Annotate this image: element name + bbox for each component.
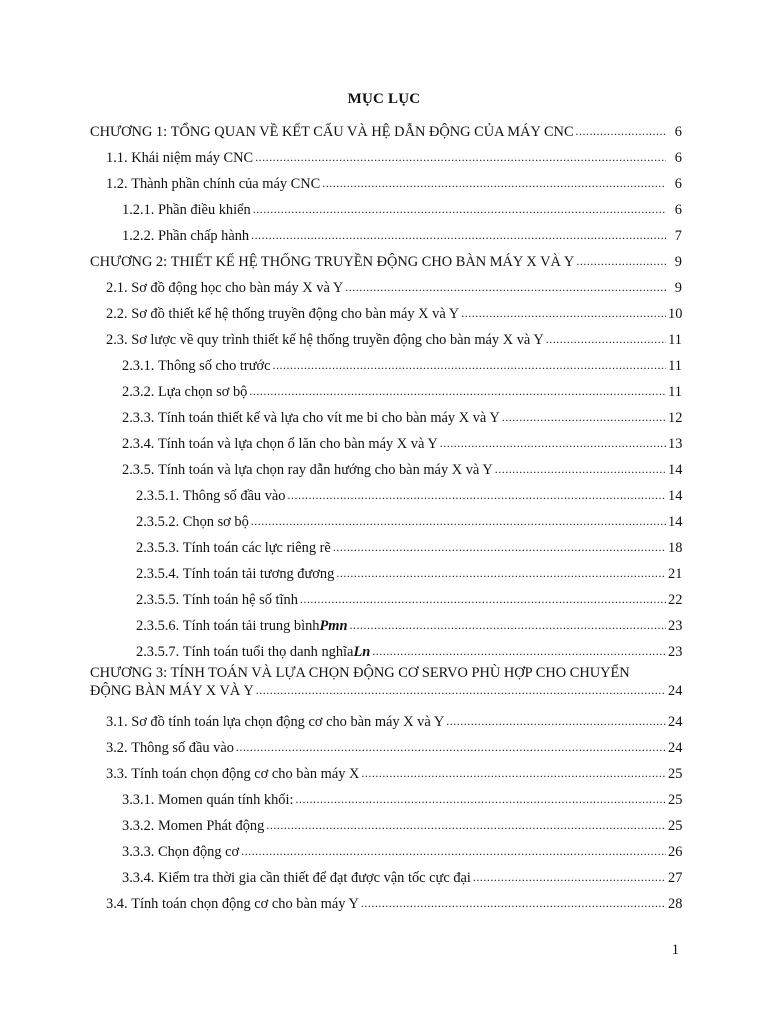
toc-page-number: 22 (668, 592, 683, 608)
toc-entry-2-3-5-6[interactable]: 2.3.5.6. Tính toán tải trung bình Pmn ..... 23 (90, 612, 682, 638)
math-symbol-pmn: Pmn (319, 618, 348, 634)
toc-page-number: 18 (668, 540, 683, 556)
toc-entry-2-3-5-3[interactable]: 2.3.5.3. Tính toán các lực riêng rẽ ..... 18 (90, 534, 682, 560)
toc-page-number: 6 (674, 124, 682, 140)
toc-entry-2-3-4[interactable]: 2.3.4. Tính toán và lựa chọn ổ lăn cho bàn máy X và Y ..... 13 (90, 430, 682, 456)
toc-page-number: 9 (674, 280, 682, 296)
toc-entry-2-3-1[interactable]: 2.3.1. Thông số cho trước ..... 11 (90, 352, 682, 378)
toc-entry-3-3-3[interactable]: 3.3.3. Chọn động cơ ..... 26 (90, 838, 682, 864)
toc-entry-1-2-2[interactable]: 1.2.2. Phần chấp hành ..... 7 (90, 222, 682, 248)
toc-page-number: 14 (668, 462, 683, 478)
toc-page-number: 6 (674, 176, 682, 192)
toc-page-number: 12 (668, 410, 683, 426)
toc-entry-chapter-3[interactable]: CHƯƠNG 3: TÍNH TOÁN VÀ LỰA CHỌN ĐỘNG CƠ SERVO PHÙ HỢP CHO CHUYỂN ĐỘNG BÀN MÁY X VÀ Y ..... 24 (90, 664, 682, 708)
toc-page-number: 24 (668, 683, 683, 699)
toc-page-number: 25 (668, 792, 683, 808)
toc-entry-2-1[interactable]: 2.1. Sơ đồ động học cho bàn máy X và Y ..... 9 (90, 274, 682, 300)
toc-entry-2-3-5-1[interactable]: 2.3.5.1. Thông số đầu vào ..... 14 (90, 482, 682, 508)
toc-entry-2-3-5-2[interactable]: 2.3.5.2. Chọn sơ bộ ..... 14 (90, 508, 682, 534)
toc-entry-2-3-5-5[interactable]: 2.3.5.5. Tính toán hệ số tĩnh ..... 22 (90, 586, 682, 612)
toc-entry-2-3-2[interactable]: 2.3.2. Lựa chọn sơ bộ ..... 11 (90, 378, 682, 404)
toc-entry-2-3[interactable]: 2.3. Sơ lược về quy trình thiết kế hệ thống truyền động cho bàn máy X và Y ..... 11 (90, 326, 682, 352)
toc-page-number: 6 (674, 202, 682, 218)
toc-page-number: 23 (668, 644, 683, 660)
toc-page-number: 27 (668, 870, 683, 886)
toc-entry-2-3-5-4[interactable]: 2.3.5.4. Tính toán tải tương đương ..... 21 (90, 560, 682, 586)
toc-title: MỤC LỤC (347, 91, 421, 107)
toc-entry-chapter-1[interactable]: CHƯƠNG 1: TỔNG QUAN VỀ KẾT CẤU VÀ HỆ DẪN ĐỘNG CỦA MÁY CNC ..... 6 (90, 118, 682, 144)
toc-page-number: 14 (668, 488, 683, 504)
toc-entry-2-3-5-7[interactable]: 2.3.5.7. Tính toán tuổi thọ danh nghĩa Ln ..... 23 (90, 638, 682, 664)
toc-entry-2-2[interactable]: 2.2. Sơ đồ thiết kế hệ thống truyền động cho bàn máy X và Y ..... 10 (90, 300, 682, 326)
toc-page-number: 9 (674, 254, 682, 270)
toc-page-number: 25 (668, 766, 683, 782)
toc-page-number: 25 (668, 818, 683, 834)
toc-entry-2-3-3[interactable]: 2.3.3. Tính toán thiết kế và lựa cho vít me bi cho bàn máy X và Y ..... 12 (90, 404, 682, 430)
page-number: 1 (671, 942, 679, 958)
toc-entry-1-2-1[interactable]: 1.2.1. Phần điều khiển ..... 6 (90, 196, 682, 222)
toc-page-number: 23 (668, 618, 683, 634)
toc-page-number: 24 (668, 740, 683, 756)
toc-page-number: 11 (668, 384, 682, 400)
toc-page-number: 21 (668, 566, 683, 582)
toc-page-number: 11 (668, 358, 682, 374)
toc-entry-2-3-5[interactable]: 2.3.5. Tính toán và lựa chọn ray dẫn hướng cho bàn máy X và Y ..... 14 (90, 456, 682, 482)
toc-entry-3-2[interactable]: 3.2. Thông số đầu vào ..... 24 (90, 734, 682, 760)
toc-entry-3-4[interactable]: 3.4. Tính toán chọn động cơ cho bàn máy Y ..... 28 (90, 890, 682, 916)
toc-page-number: 7 (674, 228, 682, 244)
toc-entry-3-3-4[interactable]: 3.3.4. Kiểm tra thời gia cần thiết để đạt được vận tốc cực đại ..... 27 (90, 864, 682, 890)
toc-entry-1-1[interactable]: 1.1. Khái niệm máy CNC ..... 6 (90, 144, 682, 170)
toc-entry-3-3[interactable]: 3.3. Tính toán chọn động cơ cho bàn máy X ..... 25 (90, 760, 682, 786)
toc-page-number: 11 (668, 332, 682, 348)
toc-entry-3-3-2[interactable]: 3.3.2. Momen Phát động ..... 25 (90, 812, 682, 838)
toc-page-number: 24 (668, 714, 683, 730)
toc-entry-3-3-1[interactable]: 3.3.1. Momen quán tính khối: ..... 25 (90, 786, 682, 812)
toc-page-number: 28 (668, 896, 683, 912)
toc-page-number: 6 (674, 150, 682, 166)
toc-page-number: 26 (668, 844, 683, 860)
table-of-contents (90, 118, 682, 916)
toc-page-number: 13 (668, 436, 683, 452)
toc-entry-3-1[interactable]: 3.1. Sơ đồ tính toán lựa chọn động cơ cho bàn máy X và Y ..... 24 (90, 708, 682, 734)
toc-page-number: 14 (668, 514, 683, 530)
toc-entry-1-2[interactable]: 1.2. Thành phần chính của máy CNC ..... 6 (90, 170, 682, 196)
math-symbol-ln: Ln (353, 644, 371, 660)
toc-page-number: 10 (668, 306, 683, 322)
toc-entry-chapter-2[interactable]: CHƯƠNG 2: THIẾT KẾ HỆ THỐNG TRUYỀN ĐỘNG CHO BÀN MÁY X VÀ Y ..... 9 (90, 248, 682, 274)
